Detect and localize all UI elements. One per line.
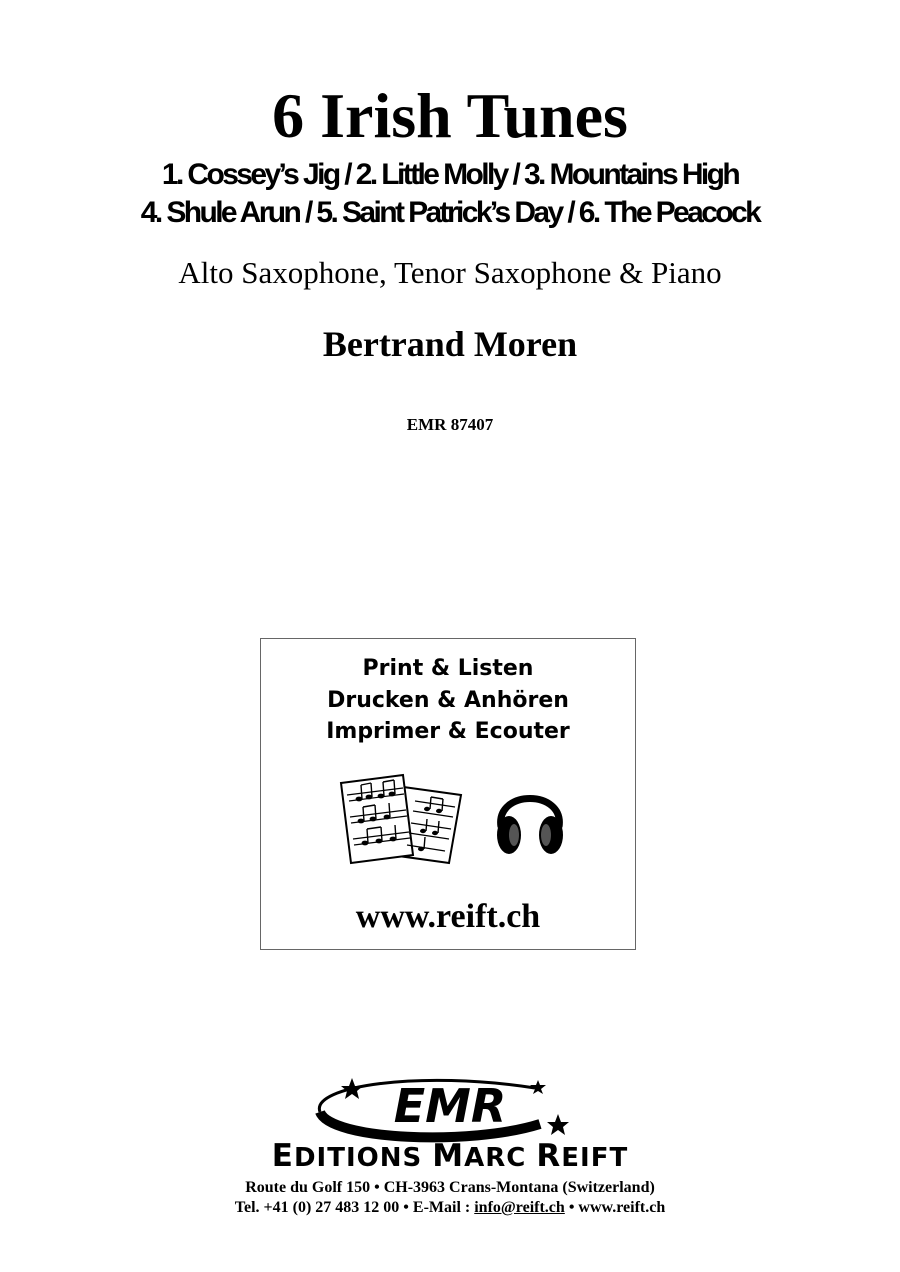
contact-separator: • [564,1199,579,1216]
composer-name: Bertrand Moren [322,324,578,364]
publisher-name-part-2: ARC [464,1143,537,1173]
promo-line-english: Print & Listen [362,656,534,681]
headphones-icon [493,779,567,859]
publisher-phone: Tel. +41 (0) 27 483 12 00 • E-Mail : [234,1199,475,1216]
promo-text [261,653,635,748]
tune-list [0,156,900,232]
publisher-address: Route du Golf 150 • CH-3963 Crans-Montana (Switzerland) [245,1179,655,1196]
website-link[interactable]: www.reift.ch [578,1199,666,1216]
instrumentation: Alto Saxophone, Tenor Saxophone & Piano [178,255,722,290]
publisher-name-initial-r: R [536,1138,562,1174]
email-link[interactable]: info@reift.ch [474,1199,565,1216]
catalog-number: EMR 87407 [406,415,494,434]
publisher-name-part-3: EIFT [561,1143,629,1173]
publisher-name [0,1140,900,1174]
publisher-contact [0,1178,900,1218]
tune-list-line-2: 4. Shule Arun / 5. Saint Patrick’s Day / 6. The Peacock [140,196,760,229]
promo-line-french: Imprimer & Ecouter [326,719,570,744]
emr-logo-text: EMR [393,1079,507,1133]
publisher-contact-line [0,1198,900,1218]
print-listen-box [260,638,636,950]
tune-list-line-1: 1. Cossey’s Jig / 2. Little Molly / 3. Mountains High [161,158,739,191]
emr-logo [300,1072,600,1148]
sheet-music-icon [337,771,469,869]
promo-website[interactable]: www.reift.ch [355,898,541,935]
promo-line-german: Drucken & Anhören [327,687,569,713]
publisher-name-initial-m: M [432,1138,465,1174]
page-title: 6 Irish Tunes [272,80,628,151]
publisher-name-part-1: DITIONS [293,1143,433,1173]
publisher-name-initial-e: E [271,1138,294,1174]
